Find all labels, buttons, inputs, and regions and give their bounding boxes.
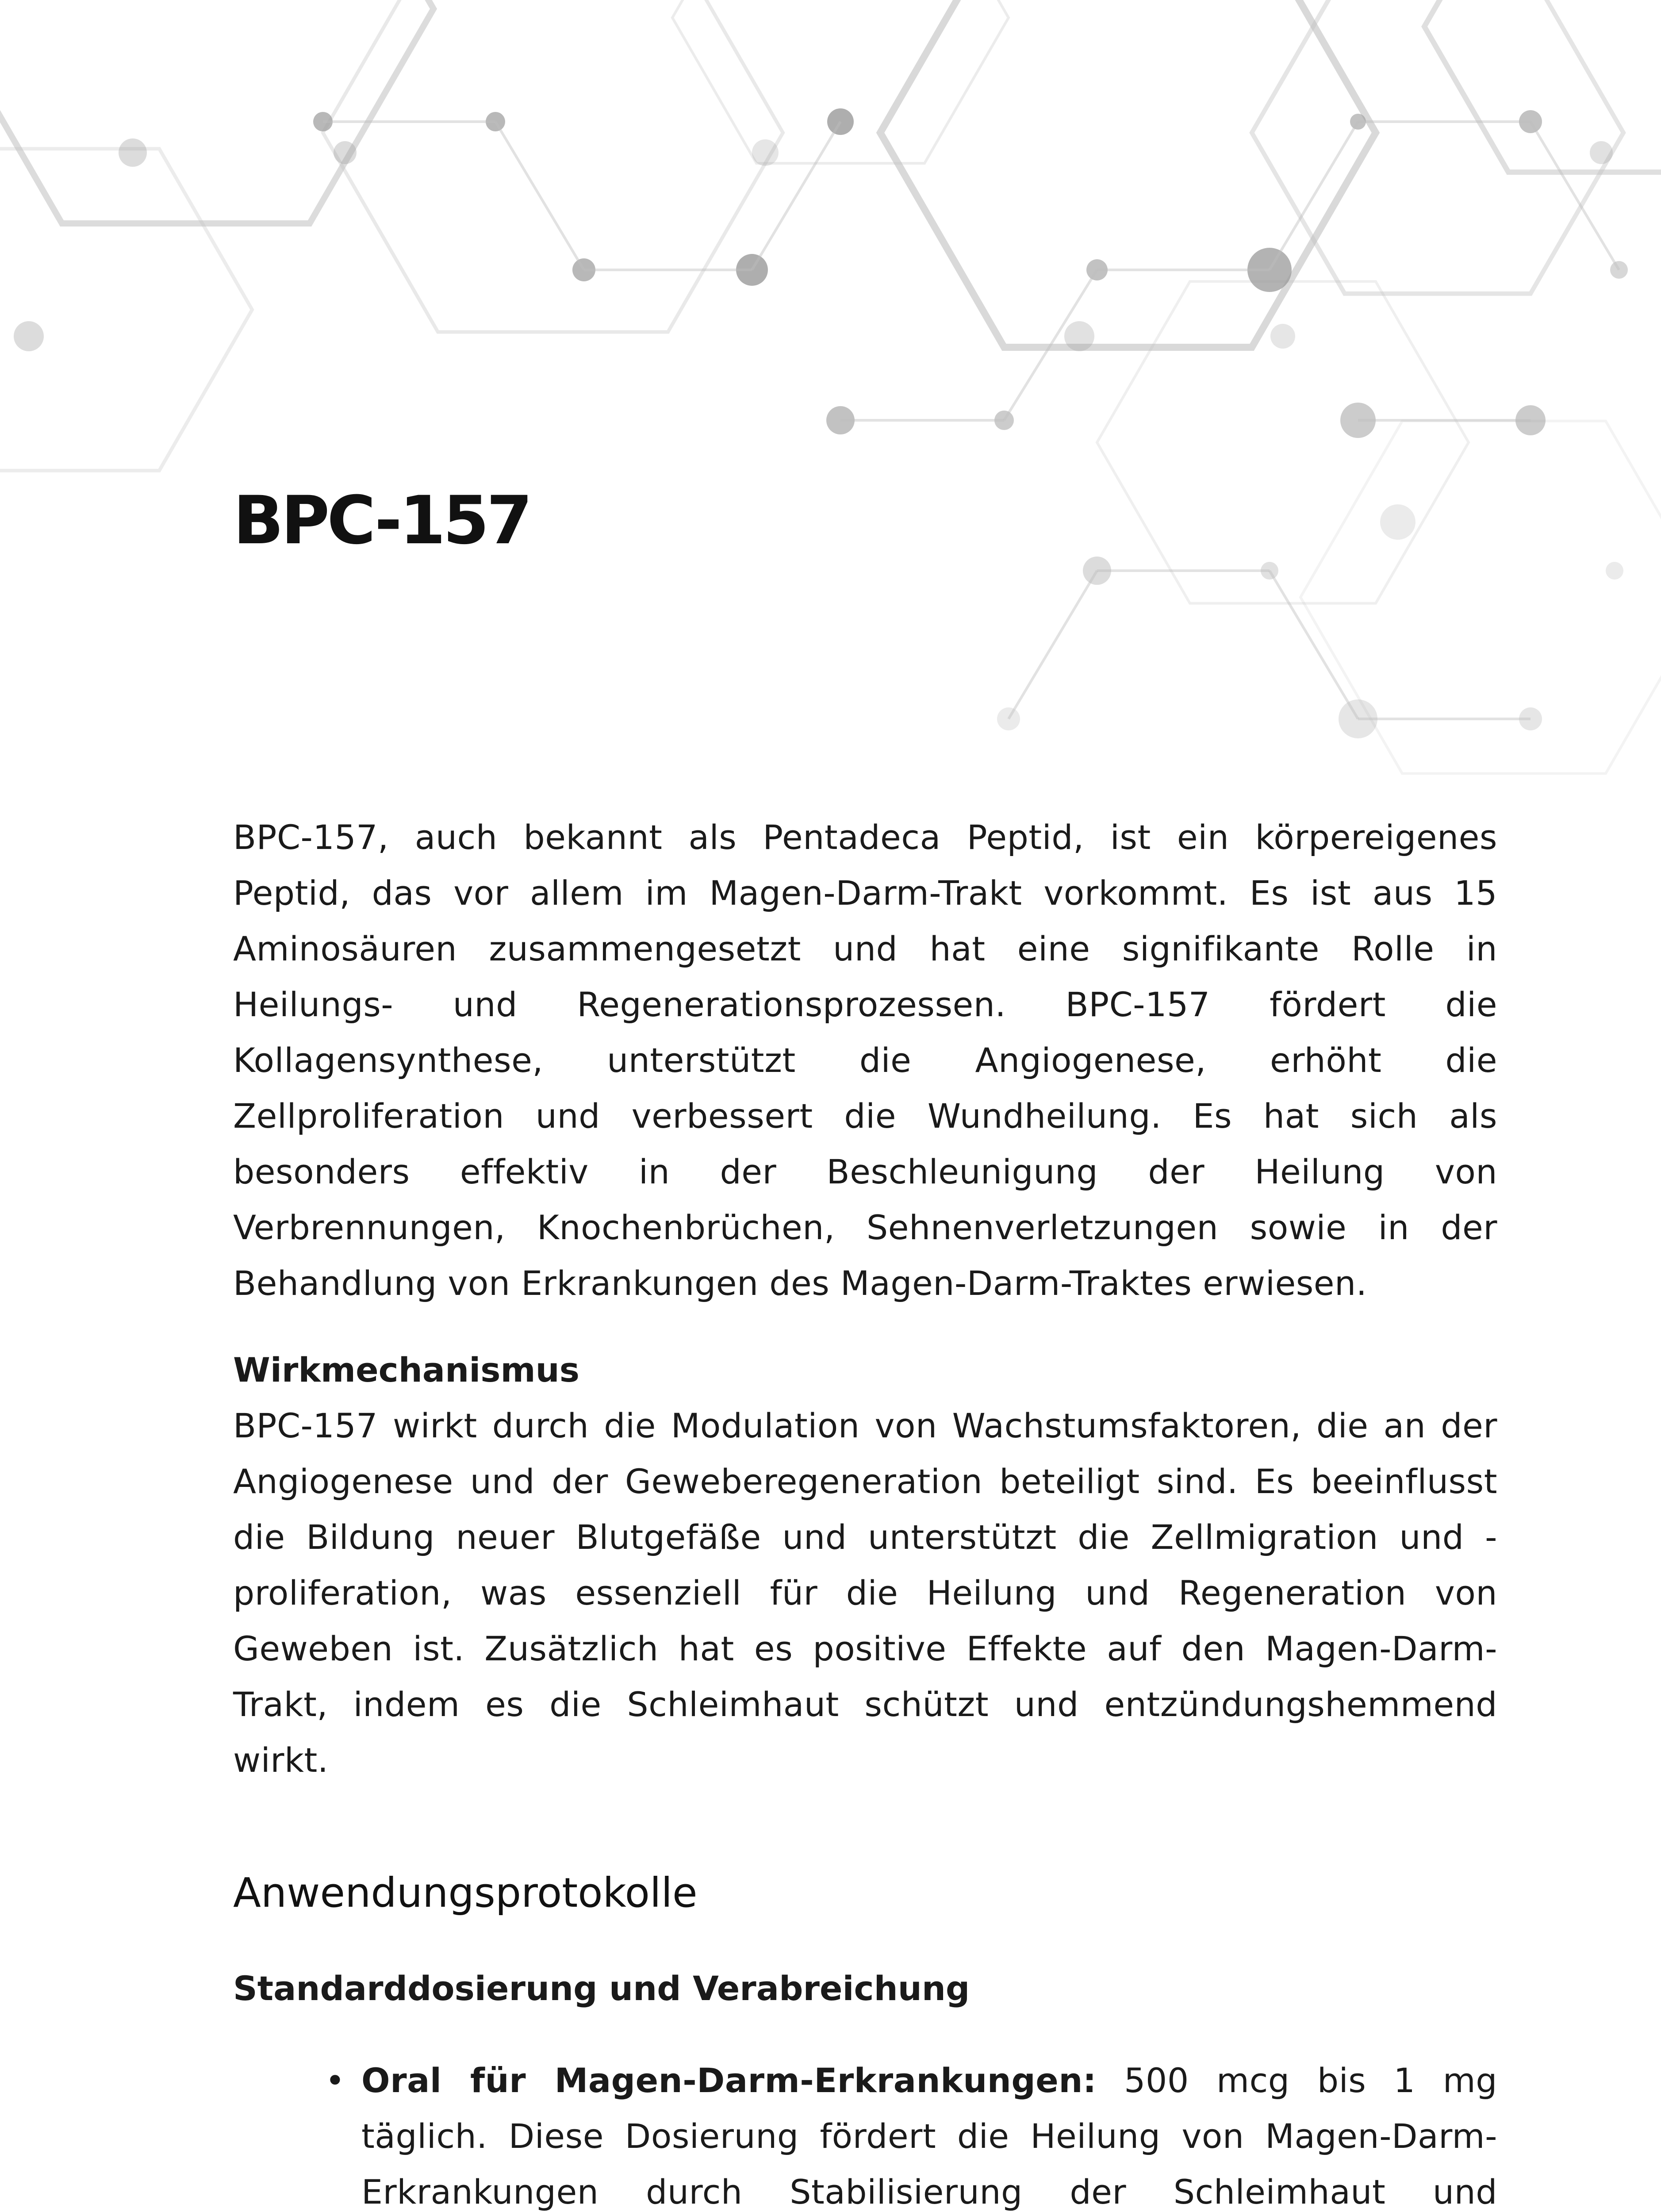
molecule-bond: [1009, 571, 1097, 719]
molecule-node: [1380, 504, 1415, 540]
molecule-node: [1590, 141, 1613, 164]
main-content: [233, 810, 1497, 2212]
molecule-node: [14, 321, 44, 351]
list-item: [325, 2053, 1497, 2212]
dosage-list: [233, 2053, 1497, 2212]
hexagon-shape: [1424, 0, 1661, 172]
hexagon-shape: [672, 0, 1009, 163]
mechanism-heading: Wirkmechanismus: [233, 1350, 580, 1390]
molecule-node: [1064, 321, 1094, 351]
molecule-node: [752, 139, 779, 166]
molecule-bond: [1270, 122, 1358, 270]
hexagon-shape: [880, 0, 1376, 347]
bullet-icon: •: [325, 2061, 345, 2100]
page-title: BPC-157: [233, 482, 530, 559]
hexagon-shape: [0, 0, 433, 223]
standard-dosage-heading: Standarddosierung und Verabreichung: [233, 1969, 970, 2008]
molecule-bond: [495, 122, 584, 270]
hexagon-shape: [0, 149, 252, 470]
hexagon-shape: [323, 0, 783, 332]
molecule-node: [1270, 324, 1295, 349]
molecule-node: [334, 141, 357, 164]
mechanism-paragraph: BPC-157 wirkt durch die Modulation von Wachstumsfaktoren, die an der Angiogenese und der Geweberegeneration beteiligt sind. Es beeinflusst die Bildung neuer Blutgefäße und unterstützt die Zellmigration und -proliferation, was essenziell für die Heilung und Regeneration von Geweben ist. Zusätzlich hat es positive Effekte auf den Magen-Darm-Trakt, indem es die Schleimhaut schützt und entzündungshemmend wirkt.: [233, 1406, 1497, 1780]
molecule-node: [119, 138, 147, 167]
intro-paragraph: BPC-157, auch bekannt als Pentadeca Peptid, ist ein körpereigenes Peptid, das vor allem im Magen-Darm-Trakt vorkommt. Es ist aus 15 Aminosäuren zusammengesetzt und hat eine signifikante Rolle in Heilungs- und Regenerationsprozessen. BPC-157 fördert die Kollagensynthese, unterstützt die Angiogenese, erhöht die Zellproliferation und verbessert die Wundheilung. Es hat sich als besonders effektiv in der Beschleunigung der Heilung von Verbrennungen, Knochenbrüchen, Sehnenverletzungen sowie in der Behandlung von Erkrankungen des Magen-Darm-Traktes erwiesen.: [233, 818, 1497, 1303]
list-item-label: Oral für Magen-Darm-Erkrankungen:: [361, 2061, 1097, 2100]
protocols-heading: Anwendungsprotokolle: [233, 1869, 698, 1916]
molecule-node: [1606, 562, 1623, 580]
molecule-bond: [1270, 571, 1358, 719]
list-item-text: 500 mcg bis 1 mg täglich. Diese Dosierung fördert die Heilung von Magen-Darm-Erkrankungen durch Stabilisierung der Schleimhaut und: [361, 2061, 1497, 2212]
